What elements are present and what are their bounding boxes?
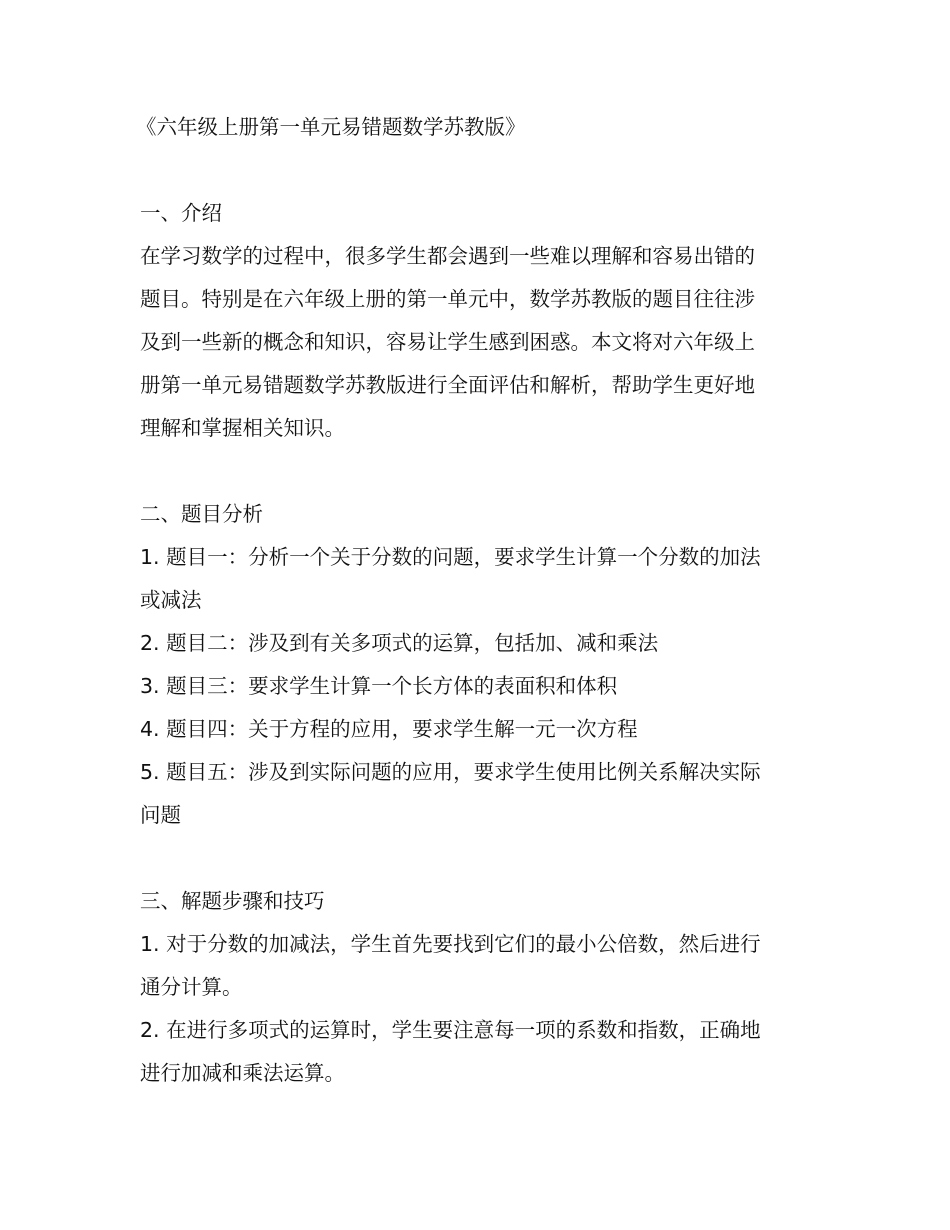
- spacer: [140, 837, 800, 880]
- analysis-line: 或减法: [140, 588, 202, 612]
- analysis-line: 3. 题目三：要求学生计算一个长方体的表面积和体积: [140, 674, 618, 698]
- analysis-line: 问题: [140, 803, 181, 827]
- document-page: [136, 106, 800, 1095]
- steps-line: 2. 在进行多项式的运算时，学生要注意每一项的系数和指数，正确地: [140, 1018, 761, 1042]
- spacer: [140, 450, 800, 493]
- document-title: 《六年级上册第一单元易错题数学苏教版》: [136, 115, 526, 139]
- spacer: [140, 149, 800, 192]
- intro-line: 及到一些新的概念和知识，容易让学生感到困惑。本文将对六年级上: [140, 330, 755, 354]
- section-heading-intro: 一、介绍: [140, 201, 222, 225]
- intro-line: 理解和掌握相关知识。: [140, 416, 345, 440]
- steps-line: 通分计算。: [140, 975, 243, 999]
- analysis-line: 1. 题目一：分析一个关于分数的问题，要求学生计算一个分数的加法: [140, 545, 761, 569]
- section-heading-analysis: 二、题目分析: [140, 502, 263, 526]
- steps-line: 进行加减和乘法运算。: [140, 1061, 345, 1085]
- analysis-line: 5. 题目五：涉及到实际问题的应用，要求学生使用比例关系解决实际: [140, 760, 761, 784]
- section-heading-steps: 三、解题步骤和技巧: [140, 889, 325, 913]
- intro-line: 在学习数学的过程中，很多学生都会遇到一些难以理解和容易出错的: [140, 244, 755, 268]
- analysis-line: 4. 题目四：关于方程的应用，要求学生解一元一次方程: [140, 717, 638, 741]
- intro-line: 册第一单元易错题数学苏教版进行全面评估和解析，帮助学生更好地: [140, 373, 755, 397]
- analysis-line: 2. 题目二：涉及到有关多项式的运算，包括加、减和乘法: [140, 631, 659, 655]
- intro-line: 题目。特别是在六年级上册的第一单元中，数学苏教版的题目往往涉: [140, 287, 755, 311]
- steps-line: 1. 对于分数的加减法，学生首先要找到它们的最小公倍数，然后进行: [140, 932, 761, 956]
